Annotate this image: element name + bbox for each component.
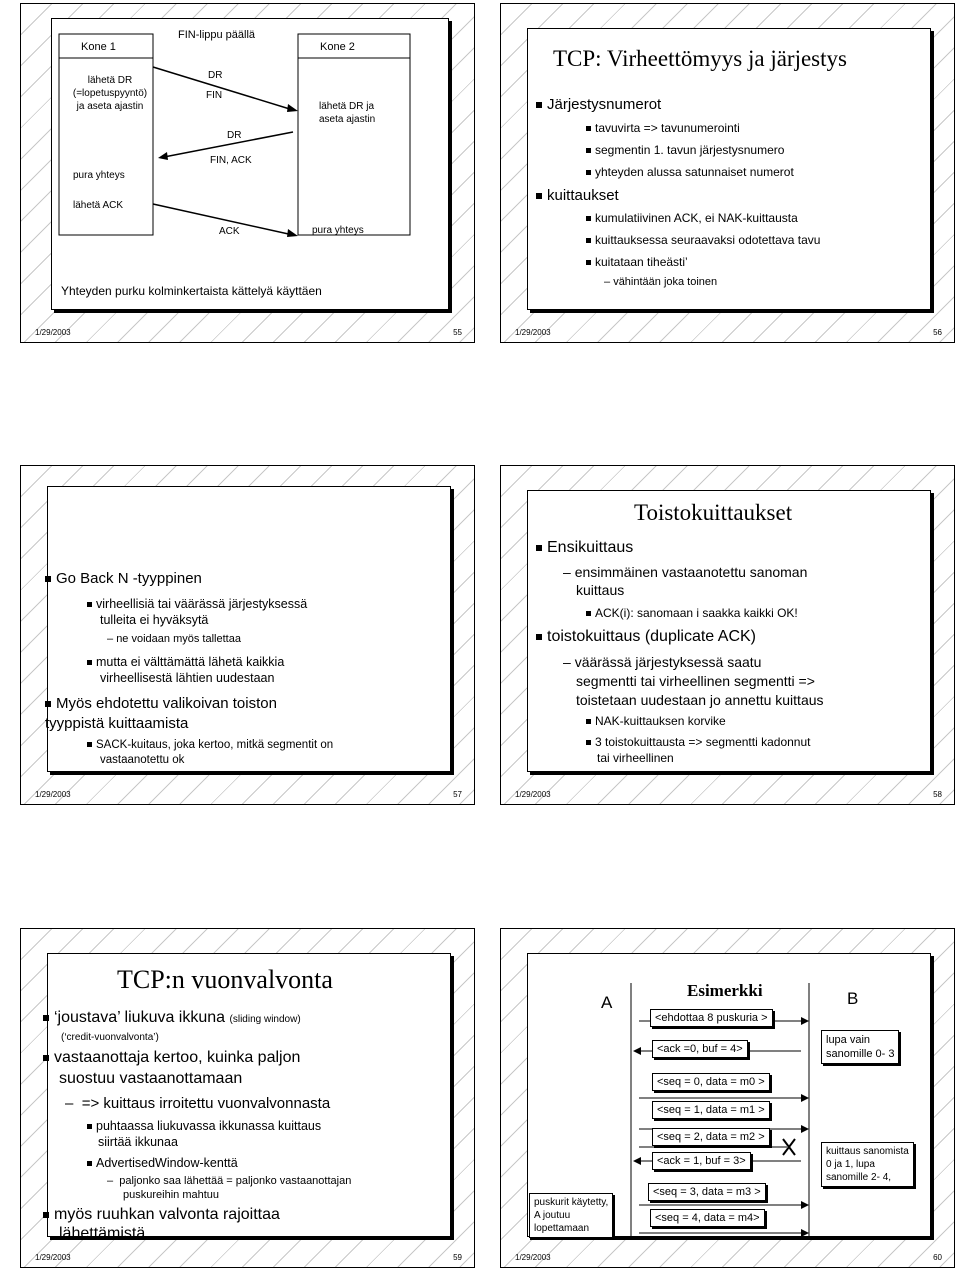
slide-55-date: 1/29/2003 (35, 328, 71, 337)
kone1-label: Kone 1 (81, 41, 116, 53)
left-action-3: lähetä ACK (73, 200, 124, 211)
slide-55-caption: Yhteyden purku kolminkertaista kättelyä käyttäen (61, 284, 322, 298)
slide-59 (20, 928, 475, 1268)
host-b-label: B (847, 989, 859, 1008)
left-action-2: pura yhteys (73, 170, 125, 181)
msg-seq-3: <seq = 3, data = m3 > (648, 1183, 766, 1201)
s57-bullet-2: Myös ehdotettu valikoivan toiston tyyppistä kuittaamista (45, 695, 277, 732)
msg-ack-1: <ack = 1, buf = 3> (652, 1152, 751, 1170)
slide-59-title: TCP:n vuonvalvonta (117, 965, 333, 994)
s59-bullet-2: vastaanottaja kertoo, kuinka paljon suostuu vastaanottamaan (43, 1047, 300, 1089)
s58-sub-1b: ACK(i): sanomaan i saakka kaikki OK! (586, 606, 798, 620)
s56-bullet-1: Järjestysnumerot (536, 96, 661, 113)
right-action-1: lähetä DR ja aseta ajastin (319, 101, 376, 125)
s58-sub-2c: 3 toistokuittausta => segmentti kadonnut tai virheellinen (586, 734, 810, 766)
s57-sub-1a-dash: – ne voidaan myös tallettaa (107, 633, 241, 645)
msg-fin: FIN (206, 90, 223, 101)
slide-58-title: Toistokuittaukset (634, 500, 793, 525)
kone2-label: Kone 2 (320, 41, 355, 53)
s58-bullet-1: Ensikuittaus (536, 539, 633, 557)
slide-60-title: Esimerkki (687, 981, 763, 1000)
s56-sub-2a: kumulatiivinen ACK, ei NAK-kuittausta (586, 211, 798, 225)
left-action-1: lähetä DR (=lopetuspyyntö) ja aseta ajastin (72, 75, 148, 112)
slide-59-number: 59 (453, 1253, 462, 1262)
slide-60-date: 1/29/2003 (515, 1253, 551, 1262)
slide-55-number: 55 (453, 328, 462, 337)
note-b-permit: lupa vain sanomille 0- 3 (821, 1030, 899, 1064)
msg-seq-0: <seq = 0, data = m0 > (652, 1073, 770, 1091)
slide-56-title: TCP: Virheettömyys ja järjestys (553, 46, 847, 71)
s59-sub-2c: – => kuittaus irroitettu vuonvalvonnasta (65, 1095, 331, 1112)
s59-sub-2d: puhtaassa liukuvassa ikkunassa kuittaus siirtää ikkunaa (87, 1118, 321, 1150)
s59-sub-2f: – paljonko saa lähettää = paljonko vastaanottajan puskureihin mahtuu (107, 1175, 352, 1201)
s58-sub-2b: NAK-kuittauksen korvike (586, 714, 726, 728)
slide-56-number: 56 (933, 328, 942, 337)
slide-56 (500, 3, 955, 343)
s56-sub-2d: – vähintään joka toinen (604, 276, 718, 288)
s59-bullet-1: ‘joustava’ liukuva ikkuna (sliding window) (‘credit-vuonvalvonta’) (43, 1009, 301, 1047)
slide-59-date: 1/29/2003 (35, 1253, 71, 1262)
msg-seq-2: <seq = 2, data = m2 > (652, 1128, 770, 1146)
s58-sub-1a: – ensimmäinen vastaanotettu sanoman kuittaus (563, 564, 808, 598)
right-action-2: pura yhteys (312, 225, 364, 236)
s56-sub-1a: tavuvirta => tavunumerointi (586, 121, 740, 135)
msg-ack: ACK (219, 226, 240, 237)
slide-58-date: 1/29/2003 (515, 790, 551, 799)
s56-sub-1c: yhteyden alussa satunnaiset numerot (586, 165, 794, 179)
note-b-ack: kuittaus sanomista 0 ja 1, lupa sanomille 2- 4, (821, 1142, 914, 1187)
s58-sub-2a: – väärässä järjestyksessä saatu segmentti tai virheellinen segmentti => toistetaan uudestaan jo annettu kuittaus (563, 654, 824, 708)
s58-bullet-2: toistokuittaus (duplicate ACK) (536, 628, 756, 646)
msg-propose-buffers: <ehdottaa 8 puskuria > (650, 1009, 773, 1027)
msg-ack-0: <ack =0, buf = 4> (652, 1040, 748, 1058)
s56-sub-1b: segmentin 1. tavun järjestysnumero (586, 143, 784, 157)
slide-55 (20, 3, 475, 343)
s57-bullet-1: Go Back N -tyyppinen (45, 570, 202, 587)
slide-57-number: 57 (453, 790, 462, 799)
s56-sub-2c: kuitataan tiheästi’ (586, 255, 688, 269)
s59-sub-2e: AdvertisedWindow-kenttä (87, 1156, 238, 1170)
slide-60-number: 60 (933, 1253, 942, 1262)
host-a-label: A (601, 993, 613, 1012)
slide-58-number: 58 (933, 790, 942, 799)
msg-dr-1: DR (208, 70, 223, 81)
note-a-buffers: puskurit käytetty, A joutuu lopettamaan (529, 1193, 613, 1238)
slide-60 (500, 928, 955, 1268)
s57-sub-2c: SACK-kuitaus, joka kertoo, mitkä segmentit on vastaanotettu ok (87, 738, 333, 768)
msg-seq-4: <seq = 4, data = m4> (650, 1209, 765, 1227)
slide-56-date: 1/29/2003 (515, 328, 551, 337)
fin-flag-label: FIN-lippu päällä (178, 29, 256, 41)
slide-57-date: 1/29/2003 (35, 790, 71, 799)
s56-bullet-2: kuittaukset (536, 187, 619, 204)
s59-bullet-3: myös ruuhkan valvonta rajoittaa lähettämistä (43, 1205, 280, 1243)
slide-58 (500, 465, 955, 805)
s57-sub-1a: virheellisiä tai väärässä järjestyksessä tulleita ei hyväksytä (87, 596, 307, 628)
msg-seq-1: <seq = 1, data = m1 > (652, 1101, 770, 1119)
slide-57 (20, 465, 475, 805)
s57-sub-1b: mutta ei välttämättä lähetä kaikkia virheellisestä lähtien uudestaan (87, 654, 284, 686)
s56-sub-2b: kuittauksessa seuraavaksi odotettava tavu (586, 233, 820, 247)
msg-dr-2: DR (227, 130, 242, 141)
msg-fin-ack: FIN, ACK (210, 155, 252, 166)
